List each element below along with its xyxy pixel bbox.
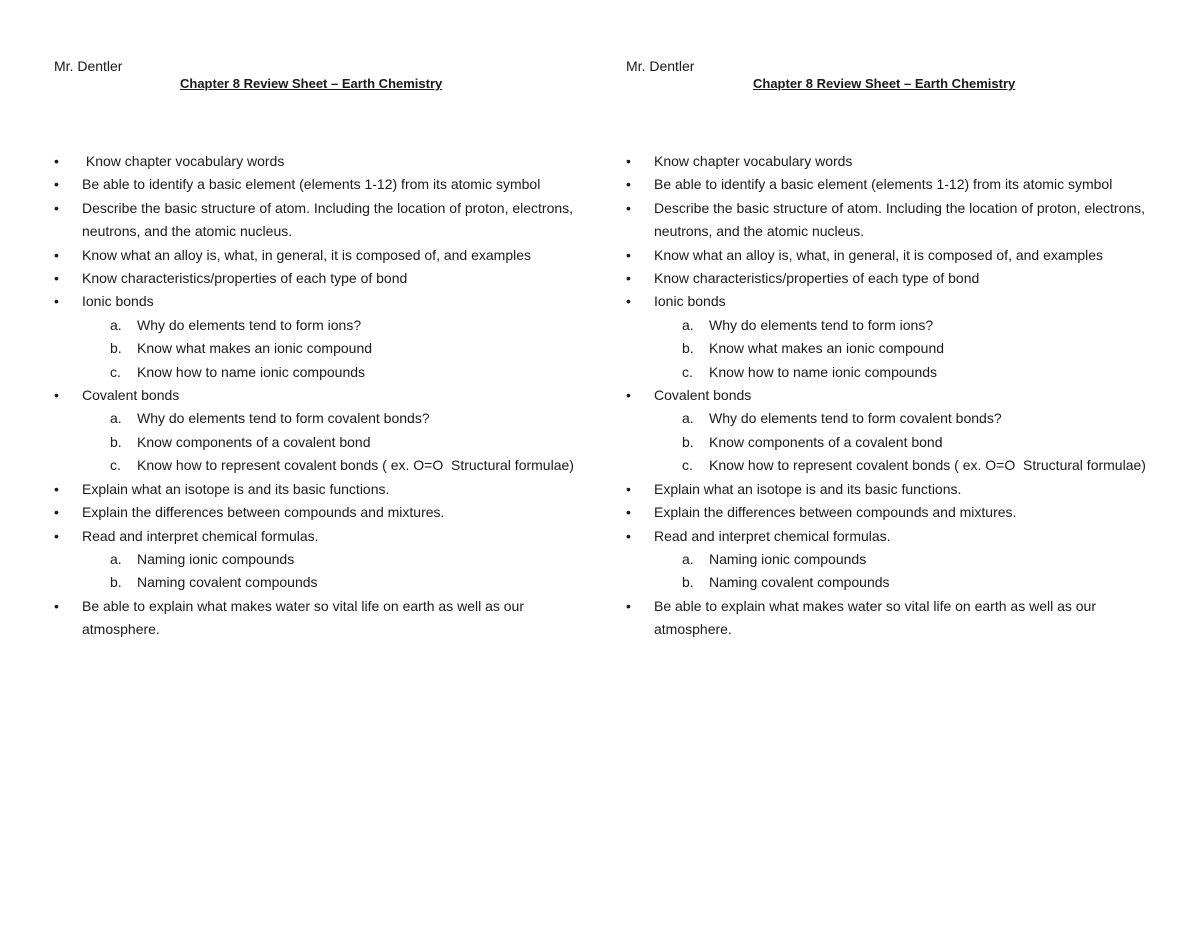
sub-item — [82, 548, 594, 571]
sheet-title: Chapter 8 Review Sheet – Earth Chemistry — [180, 76, 443, 91]
bullet-text: Know characteristics/properties of each type of bond — [82, 270, 408, 287]
sub-item — [654, 454, 1166, 477]
bullet-item — [626, 478, 1166, 501]
review-sheet-right — [626, 57, 1166, 638]
bullet-text: Explain what an isotope is and its basic functions. — [654, 480, 962, 497]
sub-item-marker: a. — [110, 410, 122, 427]
bullet-item — [54, 267, 594, 290]
sub-item-text: Know how to name ionic compounds — [137, 363, 366, 380]
review-list — [54, 150, 594, 642]
sub-item-marker: a. — [110, 316, 122, 333]
sub-item — [654, 548, 1166, 571]
sub-item-text: Know how to represent covalent bonds ( ex. O=O Structural formulae) — [709, 457, 1146, 474]
bullet-item — [54, 197, 594, 244]
bullet-item — [626, 173, 1166, 196]
sub-list — [82, 548, 594, 595]
bullet-text: Ionic bonds — [654, 293, 726, 310]
bullet-text: Explain the differences between compounds and mixtures. — [82, 504, 445, 521]
sub-item-text: Naming covalent compounds — [137, 574, 318, 591]
sub-item-text: Know what makes an ionic compound — [709, 340, 945, 357]
sub-item — [82, 361, 594, 384]
bullet-text: Know chapter vocabulary words — [654, 153, 853, 169]
sub-item-marker: b. — [682, 574, 694, 591]
sub-item — [82, 407, 594, 430]
bullet-item — [626, 197, 1166, 244]
sub-item-marker: c. — [110, 363, 121, 380]
sub-item-marker: a. — [682, 316, 694, 333]
bullet-item — [54, 525, 594, 595]
sub-item-marker: c. — [682, 457, 693, 474]
sub-item-marker: a. — [682, 410, 694, 427]
bullet-text: Explain what an isotope is and its basic functions. — [82, 480, 390, 497]
bullet-text: Know characteristics/properties of each type of bond — [654, 270, 980, 287]
sub-item-text: Why do elements tend to form covalent bonds? — [137, 410, 430, 427]
sub-item — [82, 454, 594, 477]
sub-item-marker: a. — [682, 550, 694, 567]
sub-item — [654, 431, 1166, 454]
bullet-item — [626, 501, 1166, 524]
bullet-text: Read and interpret chemical formulas. — [82, 527, 319, 544]
bullet-text: Be able to identify a basic element (elements 1-12) from its atomic symbol — [654, 176, 1113, 193]
author-name: Mr. Dentler — [626, 58, 695, 74]
sub-item-text: Know what makes an ionic compound — [137, 340, 373, 357]
bullet-text: Covalent bonds — [654, 387, 752, 404]
bullet-text: Be able to explain what makes water so vital life on earth as well as our atmosphere. — [82, 597, 528, 638]
bullet-item — [626, 525, 1166, 595]
sheet-title: Chapter 8 Review Sheet – Earth Chemistry — [753, 76, 1016, 91]
bullet-item — [626, 244, 1166, 267]
sub-item-marker: b. — [682, 340, 694, 357]
bullet-item — [54, 478, 594, 501]
sub-item — [654, 337, 1166, 360]
sub-item — [82, 337, 594, 360]
sub-item — [82, 314, 594, 337]
sub-item-marker: b. — [110, 340, 122, 357]
sub-item-text: Know how to represent covalent bonds ( ex. O=O Structural formulae) — [137, 457, 574, 474]
sub-item-text: Know components of a covalent bond — [137, 433, 371, 450]
bullet-item — [626, 595, 1166, 642]
bullet-text: Describe the basic structure of atom. Including the location of proton, electrons, neutrons, and the atomic nucleus. — [82, 199, 577, 240]
sub-list — [654, 314, 1166, 384]
bullet-item — [54, 384, 594, 478]
sub-item-text: Naming ionic compounds — [137, 550, 295, 567]
sub-item-marker: c. — [682, 363, 693, 380]
bullet-item — [626, 290, 1166, 384]
sub-item-text: Know components of a covalent bond — [709, 433, 943, 450]
sub-item — [654, 314, 1166, 337]
sub-item-marker: a. — [110, 550, 122, 567]
bullet-text: Know chapter vocabulary words — [82, 153, 285, 169]
bullet-text: Know what an alloy is, what, in general, it is composed of, and examples — [654, 246, 1104, 263]
bullet-text: Ionic bonds — [82, 293, 154, 310]
sub-list — [654, 407, 1166, 477]
bullet-text: Know what an alloy is, what, in general, it is composed of, and examples — [82, 246, 532, 263]
bullet-item — [626, 267, 1166, 290]
sub-item-text: Naming covalent compounds — [709, 574, 890, 591]
bullet-item — [54, 150, 594, 173]
sub-item-text: Know how to name ionic compounds — [709, 363, 938, 380]
sub-item-marker: b. — [110, 574, 122, 591]
sub-item-marker: c. — [110, 457, 121, 474]
bullet-text: Be able to explain what makes water so vital life on earth as well as our atmosphere. — [654, 597, 1100, 638]
sub-list — [654, 548, 1166, 595]
bullet-item — [54, 595, 594, 642]
sub-list — [82, 407, 594, 477]
bullet-item — [54, 501, 594, 524]
bullet-text: Be able to identify a basic element (elements 1-12) from its atomic symbol — [82, 176, 541, 193]
review-list — [626, 150, 1166, 642]
sub-item — [82, 431, 594, 454]
sub-item — [654, 361, 1166, 384]
sub-list — [82, 314, 594, 384]
sub-item-text: Why do elements tend to form ions? — [137, 316, 362, 333]
sub-item-text: Why do elements tend to form ions? — [709, 316, 934, 333]
sub-item-marker: b. — [682, 433, 694, 450]
sub-item — [654, 407, 1166, 430]
bullet-text: Explain the differences between compounds and mixtures. — [654, 504, 1017, 521]
bullet-item — [54, 244, 594, 267]
review-sheet-left — [54, 57, 594, 638]
sub-item-text: Naming ionic compounds — [709, 550, 867, 567]
bullet-text: Read and interpret chemical formulas. — [654, 527, 891, 544]
sub-item-text: Why do elements tend to form covalent bonds? — [709, 410, 1002, 427]
bullet-item — [54, 173, 594, 196]
bullet-item — [54, 290, 594, 384]
sub-item — [82, 571, 594, 594]
sub-item-marker: b. — [110, 433, 122, 450]
bullet-item — [626, 150, 1166, 173]
author-name: Mr. Dentler — [54, 58, 123, 74]
bullet-text: Covalent bonds — [82, 387, 180, 404]
bullet-item — [626, 384, 1166, 478]
bullet-text: Describe the basic structure of atom. Including the location of proton, electrons, neutrons, and the atomic nucleus. — [654, 199, 1149, 240]
sub-item — [654, 571, 1166, 594]
